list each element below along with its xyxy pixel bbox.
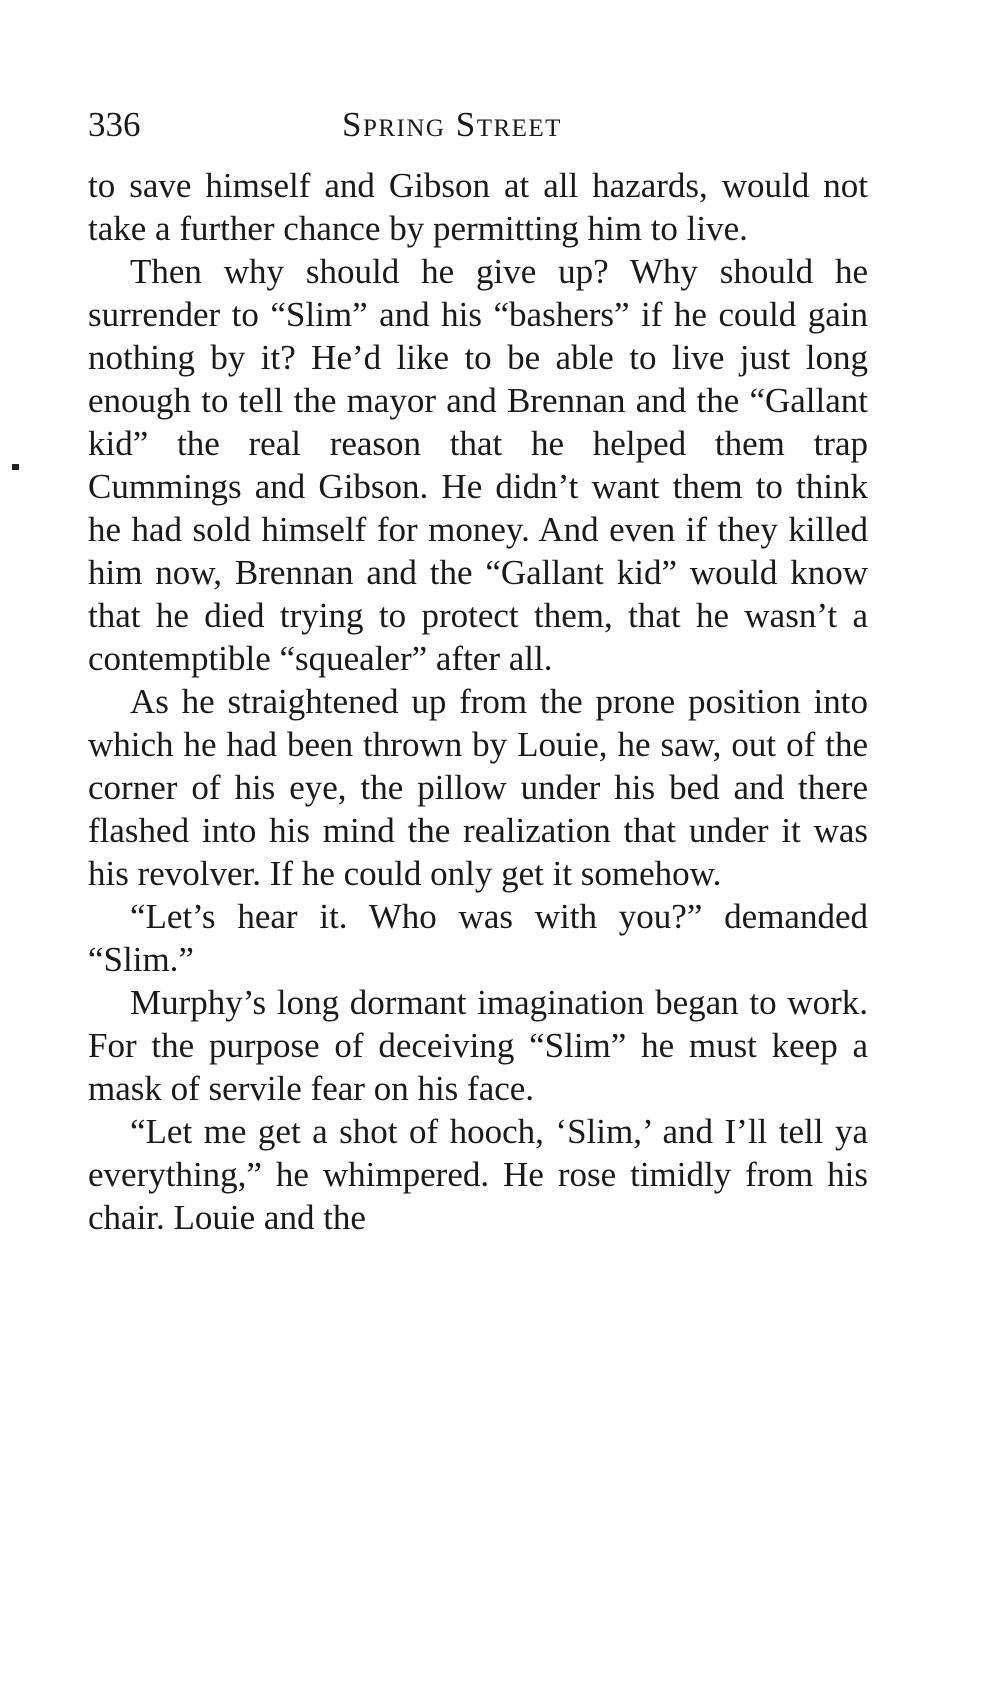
running-title: Spring Street (342, 105, 562, 144)
paragraph: Murphy’s long dormant imagination began to work. For the purpose of deceiving “Slim” he must keep a mask of servile fear on his face. (88, 983, 868, 1108)
page-number: 336 (88, 105, 141, 144)
paragraph: to save himself and Gibson at all hazards, would not take a further chance by permitting him to live. (88, 166, 868, 248)
paragraph: “Let’s hear it. Who was with you?” demanded “Slim.” (88, 897, 868, 979)
paragraph: Then why should he give up? Why should he surrender to “Slim” and his “bashers” if he could gain nothing by it? He’d like to be able to live just long enough to tell the mayor and Brennan and the “Gallant kid” the real reason that he helped them trap Cummings and Gibson. He didn’t want them to think he had sold himself for money. And even if they killed him now, Brennan and the “Gallant kid” would know that he died trying to protect them, that he wasn’t a contemptible “squealer” after all. (88, 252, 868, 678)
paragraph: “Let me get a shot of hooch, ‘Slim,’ and I’ll tell ya everything,” he whimpered. He rose timidly from his chair. Louie and the (88, 1112, 868, 1237)
paragraph: As he straightened up from the prone position into which he had been thrown by Louie, he saw, out of the corner of his eye, the pillow under his bed and there flashed into his mind the realization that under it was his revolver. If he could only get it somehow. (88, 682, 868, 893)
book-page (88, 100, 868, 1239)
running-head (88, 100, 868, 150)
body-text (88, 164, 868, 1239)
margin-mark (12, 464, 19, 470)
